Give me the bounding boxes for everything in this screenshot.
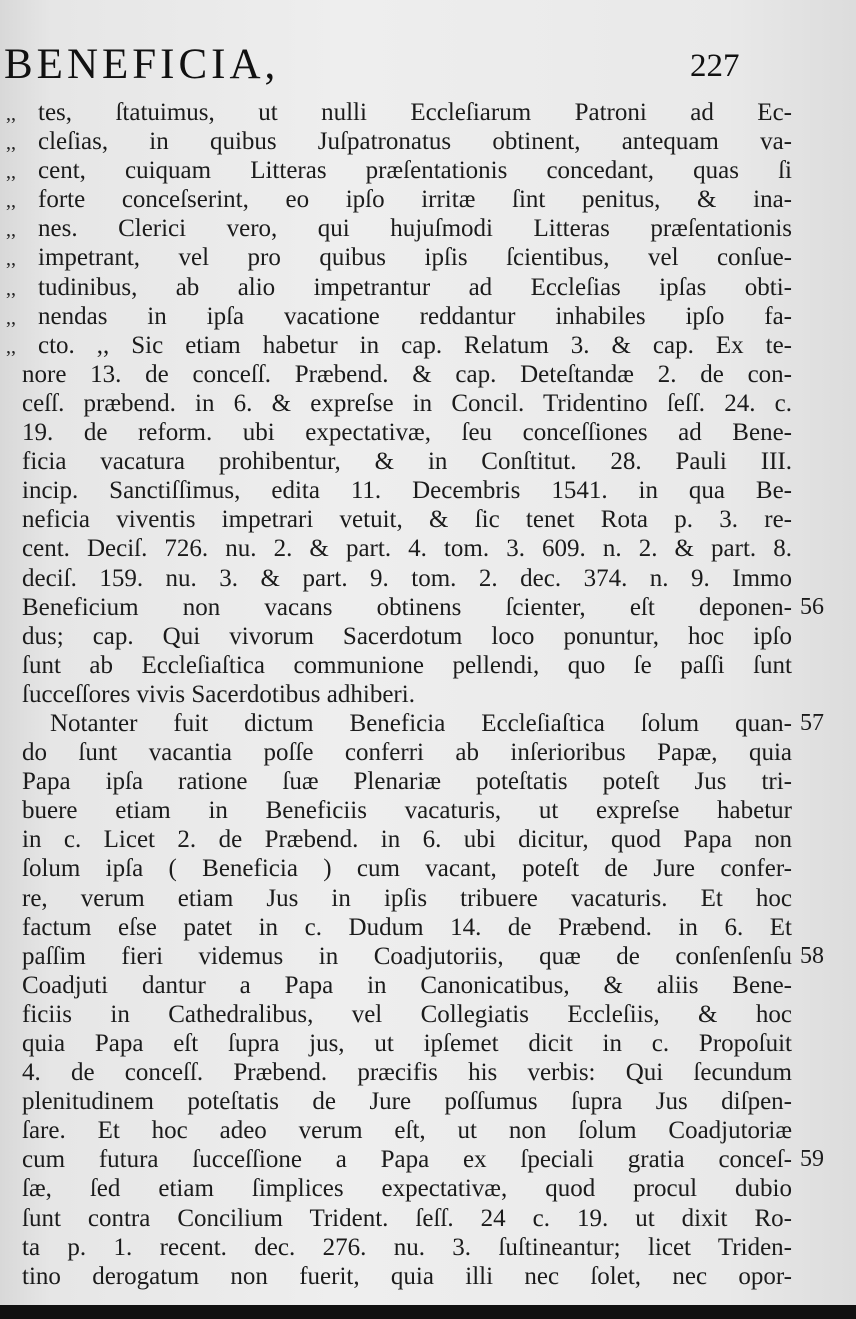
text-line [0, 1087, 856, 1116]
line-text: factum eſse patet in c. Dudum 14. de Præbend. in 6. Et [22, 913, 792, 941]
line-text: buere etiam in Beneficiis vacaturis, ut expreſse habetur [22, 797, 792, 825]
body-text [0, 98, 856, 1291]
quote-mark: ,, [6, 132, 16, 155]
line-text: forte conceſserint, eo ipſo irritæ ſint penitus, & ina- [38, 186, 792, 214]
line-text: ficiis in Cathedralibus, vel Collegiatis Eccleſiis, & hoc [22, 1000, 792, 1028]
line-text: nes. Clerici vero, qui hujuſmodi Litteras præſentationis [38, 215, 792, 243]
text-line [0, 1174, 856, 1203]
line-text: impetrant, vel pro quibus ipſis ſcientibus, vel conſue- [38, 244, 792, 272]
text-line [0, 796, 856, 825]
margin-note-number: 58 [800, 942, 824, 969]
line-text: ceſſ. præbend. in 6. & expreſse in Concil. Tridentino ſeſſ. 24. c. [22, 389, 792, 417]
text-line [0, 1116, 856, 1145]
line-text: plenitudinem poteſtatis de Jure poſſumus ſupra Jus diſpen- [22, 1088, 792, 1116]
quote-mark: ,, [6, 219, 16, 242]
line-text: ſæ, ſed etiam ſimplices expectativæ, quod procul dubio [22, 1175, 792, 1203]
page-bottom-edge [0, 1305, 856, 1319]
text-line [0, 418, 856, 447]
page-header [0, 40, 856, 90]
text-line [0, 447, 856, 476]
text-line [0, 738, 856, 767]
text-line [0, 214, 856, 243]
line-text: 4. de conceſſ. Præbend. præcifis his verbis: Qui ſecundum [22, 1059, 792, 1087]
line-text: ſolum ipſa ( Beneficia ) cum vacant, poteſt de Jure confer- [22, 855, 792, 883]
quote-mark: ,, [6, 190, 16, 213]
quote-mark: ,, [6, 248, 16, 271]
text-line [0, 1262, 856, 1291]
quote-mark: ,, [6, 306, 16, 329]
margin-note-number: 57 [800, 709, 824, 736]
text-line [0, 127, 856, 156]
text-line [0, 331, 856, 360]
quote-mark: ,, [6, 103, 16, 125]
text-line [0, 476, 856, 505]
text-line [0, 243, 856, 272]
text-line [0, 680, 856, 709]
text-line [0, 505, 856, 534]
line-text: cent, cuiquam Litteras præſentationis concedant, quas ſi [38, 157, 792, 185]
text-line [0, 942, 856, 971]
line-text: Beneficium non vacans obtinens ſcienter, eſt deponen- [22, 593, 792, 621]
text-line [0, 651, 856, 680]
text-line [0, 767, 856, 796]
text-line [0, 156, 856, 185]
line-text: dus; cap. Qui vivorum Sacerdotum loco ponuntur, hoc ipſo [22, 622, 792, 650]
line-text: ficia vacatura prohibentur, & in Conſtitut. 28. Pauli III. [22, 448, 792, 476]
line-text: cum futura ſucceſſione a Papa ex ſpeciali gratia conceſ- [22, 1146, 792, 1174]
text-line [0, 854, 856, 883]
text-line [0, 302, 856, 331]
text-line [0, 971, 856, 1000]
line-text: ſunt ab Eccleſiaſtica communione pellendi, quo ſe paſſi ſunt [22, 651, 792, 679]
line-text: ſare. Et hoc adeo verum eſt, ut non ſolum Coadjutoriæ [22, 1117, 792, 1145]
line-text: Notanter fuit dictum Beneficia Eccleſiaſtica ſolum quan- [50, 709, 792, 737]
text-line [0, 1000, 856, 1029]
quote-mark: ,, [6, 277, 16, 300]
text-line [0, 884, 856, 913]
page-number: 227 [690, 48, 740, 84]
text-line [0, 622, 856, 651]
line-text: tudinibus, ab alio impetrantur ad Eccleſias ipſas obti- [38, 273, 792, 301]
line-text: tes, ſtatuimus, ut nulli Eccleſiarum Patroni ad Ec- [38, 99, 792, 126]
quote-mark: ,, [6, 161, 16, 184]
line-text: neficia viventis impetrari vetuit, & ſic tenet Rota p. 3. re- [22, 506, 792, 534]
line-text: cto. ,, Sic etiam habetur in cap. Relatum 3. & cap. Ex te- [38, 331, 792, 359]
text-line [0, 1029, 856, 1058]
line-text: tino derogatum non fuerit, quia illi nec ſolet, nec opor- [22, 1262, 792, 1290]
text-line [0, 593, 856, 622]
line-text: Papa ipſa ratione ſuæ Plenariæ poteſtatis poteſt Jus tri- [22, 768, 792, 796]
line-text: quia Papa eſt ſupra jus, ut ipſemet dicit in c. Propoſuit [22, 1030, 792, 1057]
text-line [0, 1058, 856, 1087]
line-text: paſſim fieri videmus in Coadjutoriis, quæ de conſenſenſu [22, 942, 792, 970]
text-line [0, 913, 856, 942]
text-line [0, 360, 856, 389]
text-line [0, 98, 856, 127]
line-text: Coadjuti dantur a Papa in Canonicatibus, & aliis Bene- [22, 971, 792, 999]
text-line [0, 185, 856, 214]
line-text: do ſunt vacantia poſſe conferri ab inſerioribus Papæ, quia [22, 739, 792, 767]
line-text: cent. Deciſ. 726. nu. 2. & part. 4. tom. 3. 609. n. 2. & part. 8. [22, 535, 792, 563]
line-text: incip. Sanctiſſimus, edita 11. Decembris 1541. in qua Be- [22, 477, 792, 505]
running-head: BENEFICIA, [4, 41, 280, 88]
text-line [0, 825, 856, 854]
line-text: cleſias, in quibus Juſpatronatus obtinent, antequam va- [38, 128, 792, 156]
line-text: ſucceſſores vivis Sacerdotibus adhiberi. [22, 680, 415, 708]
text-line [0, 534, 856, 563]
margin-note-number: 56 [800, 593, 824, 620]
line-text: in c. Licet 2. de Præbend. in 6. ubi dicitur, quod Papa non [22, 826, 792, 854]
line-text: 19. de reform. ubi expectativæ, ſeu conceſſiones ad Bene- [22, 419, 792, 447]
margin-note-number: 59 [800, 1146, 824, 1173]
line-text: deciſ. 159. nu. 3. & part. 9. tom. 2. dec. 374. n. 9. Immo [22, 564, 792, 592]
line-text: nendas in ipſa vacatione reddantur inhabiles ipſo fa- [38, 302, 792, 330]
line-text: nore 13. de conceſſ. Præbend. & cap. Deteſtandæ 2. de con- [22, 360, 792, 388]
quote-mark: ,, [6, 335, 16, 358]
text-line [0, 1145, 856, 1174]
line-text: ſunt contra Concilium Trident. ſeſſ. 24 c. 19. ut dixit Ro- [22, 1204, 792, 1232]
text-line [0, 389, 856, 418]
text-line [0, 564, 856, 593]
line-text: re, verum etiam Jus in ipſis tribuere vacaturis. Et hoc [22, 884, 792, 912]
text-line [0, 709, 856, 738]
text-line [0, 1233, 856, 1262]
text-line [0, 273, 856, 302]
text-line [0, 1204, 856, 1233]
line-text: ta p. 1. recent. dec. 276. nu. 3. ſuſtineantur; licet Triden- [22, 1233, 792, 1261]
